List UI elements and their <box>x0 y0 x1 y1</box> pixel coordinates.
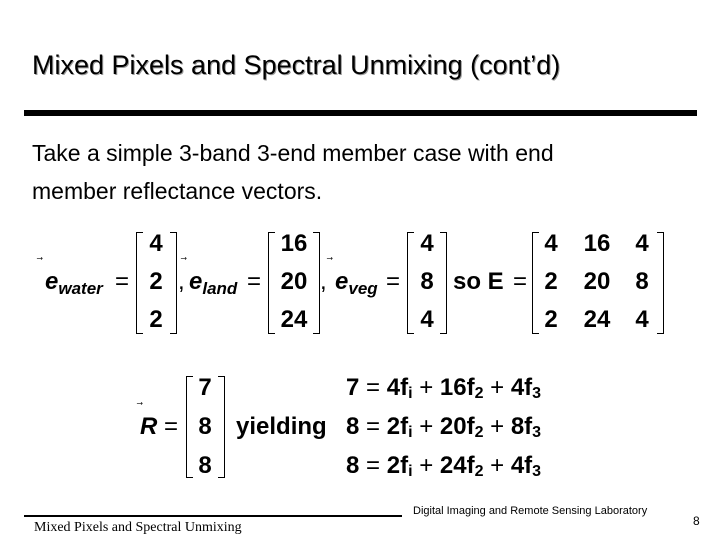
equation-subscript: i <box>408 385 413 402</box>
r-symbol: R <box>140 413 158 440</box>
equation-subscript: 2 <box>474 463 484 480</box>
vector-cell: 2 <box>149 306 163 333</box>
comma: , <box>178 268 185 295</box>
yielding-label: yielding <box>236 413 327 440</box>
e-water-subscript: water <box>58 279 103 298</box>
equation-term: 20f <box>439 413 475 440</box>
equals-sign: = <box>247 268 262 295</box>
vector-cell: 2 <box>149 268 163 295</box>
right-bracket <box>218 376 225 478</box>
equals-sign: = <box>115 268 130 295</box>
equation-lhs: 8 <box>346 452 360 479</box>
equation-term: 16f <box>439 374 475 401</box>
equation-term: 4f <box>510 374 533 401</box>
comma: , <box>320 268 327 295</box>
slide-title: Mixed Pixels and Spectral Unmixing (cont’d) <box>32 50 561 80</box>
page-number: 8 <box>693 514 700 528</box>
equation-subscript: 3 <box>532 424 542 441</box>
equation-term: 2f <box>386 452 409 479</box>
so-e-label: so E <box>453 268 504 295</box>
equation-subscript: 2 <box>474 385 484 402</box>
footer-course-title: Mixed Pixels and Spectral Unmixing <box>34 520 242 535</box>
matrix-cell: 2 <box>544 306 558 333</box>
vector-cell: 8 <box>420 268 434 295</box>
equation-3: $8 = 2f_i + 24f_2 + 4f_3$ <box>346 452 542 480</box>
e-veg-symbol: e <box>335 268 349 295</box>
equation-subscript: 3 <box>532 463 542 480</box>
equation-subscript: i <box>408 463 413 480</box>
equals-sign: = <box>386 268 401 295</box>
matrix-cell: 8 <box>635 268 649 295</box>
paragraph-line-2: member reflectance vectors. <box>32 178 323 204</box>
footer-rule <box>24 515 402 517</box>
matrix-cell: 4 <box>635 230 649 257</box>
equation-term: 4f <box>510 452 533 479</box>
paragraph-line-1: Take a simple 3-band 3-end member case with end <box>32 140 554 166</box>
vector-cell: 20 <box>280 268 308 295</box>
e-veg-subscript: veg <box>348 279 378 298</box>
equation-subscript: i <box>408 424 413 441</box>
vector-cell: 4 <box>149 230 163 257</box>
equation-subscript: 2 <box>474 424 484 441</box>
equals-sign: = <box>164 413 179 440</box>
equals-sign: = <box>513 268 528 295</box>
right-bracket <box>440 232 447 334</box>
vector-cell: 7 <box>198 374 212 401</box>
title-rule <box>24 110 697 116</box>
equation-term: 2f <box>386 413 409 440</box>
equation-2: $8 = 2f_i + 20f_2 + 8f_3$ <box>346 413 542 441</box>
equation-lhs: 8 <box>346 413 360 440</box>
matrix-cell: 16 <box>583 230 611 257</box>
equation-term: 4f <box>386 374 409 401</box>
matrix-cell: 20 <box>583 268 611 295</box>
equation-lhs: 7 <box>346 374 360 401</box>
equation-1: $7 = 4f_i + 16f_2 + 4f_3$ <box>346 374 542 402</box>
vector-cell: 24 <box>280 306 308 333</box>
right-bracket <box>657 232 664 334</box>
equation-term: 24f <box>439 452 475 479</box>
vector-cell: 16 <box>280 230 308 257</box>
matrix-cell: 24 <box>583 306 611 333</box>
equation-subscript: 3 <box>532 385 542 402</box>
equation-term: 8f <box>510 413 533 440</box>
matrix-cell: 4 <box>544 230 558 257</box>
right-bracket <box>170 232 177 334</box>
vector-cell: 4 <box>420 306 434 333</box>
vector-cell: 8 <box>198 452 212 479</box>
footer-lab-name: Digital Imaging and Remote Sensing Laboratory <box>413 505 648 517</box>
e-land-symbol: e <box>189 268 203 295</box>
right-bracket <box>313 232 320 334</box>
vector-cell: 4 <box>420 230 434 257</box>
e-water-symbol: e <box>45 268 59 295</box>
matrix-cell: 2 <box>544 268 558 295</box>
e-land-subscript: land <box>202 279 238 298</box>
vector-cell: 8 <box>198 413 212 440</box>
matrix-cell: 4 <box>635 306 649 333</box>
